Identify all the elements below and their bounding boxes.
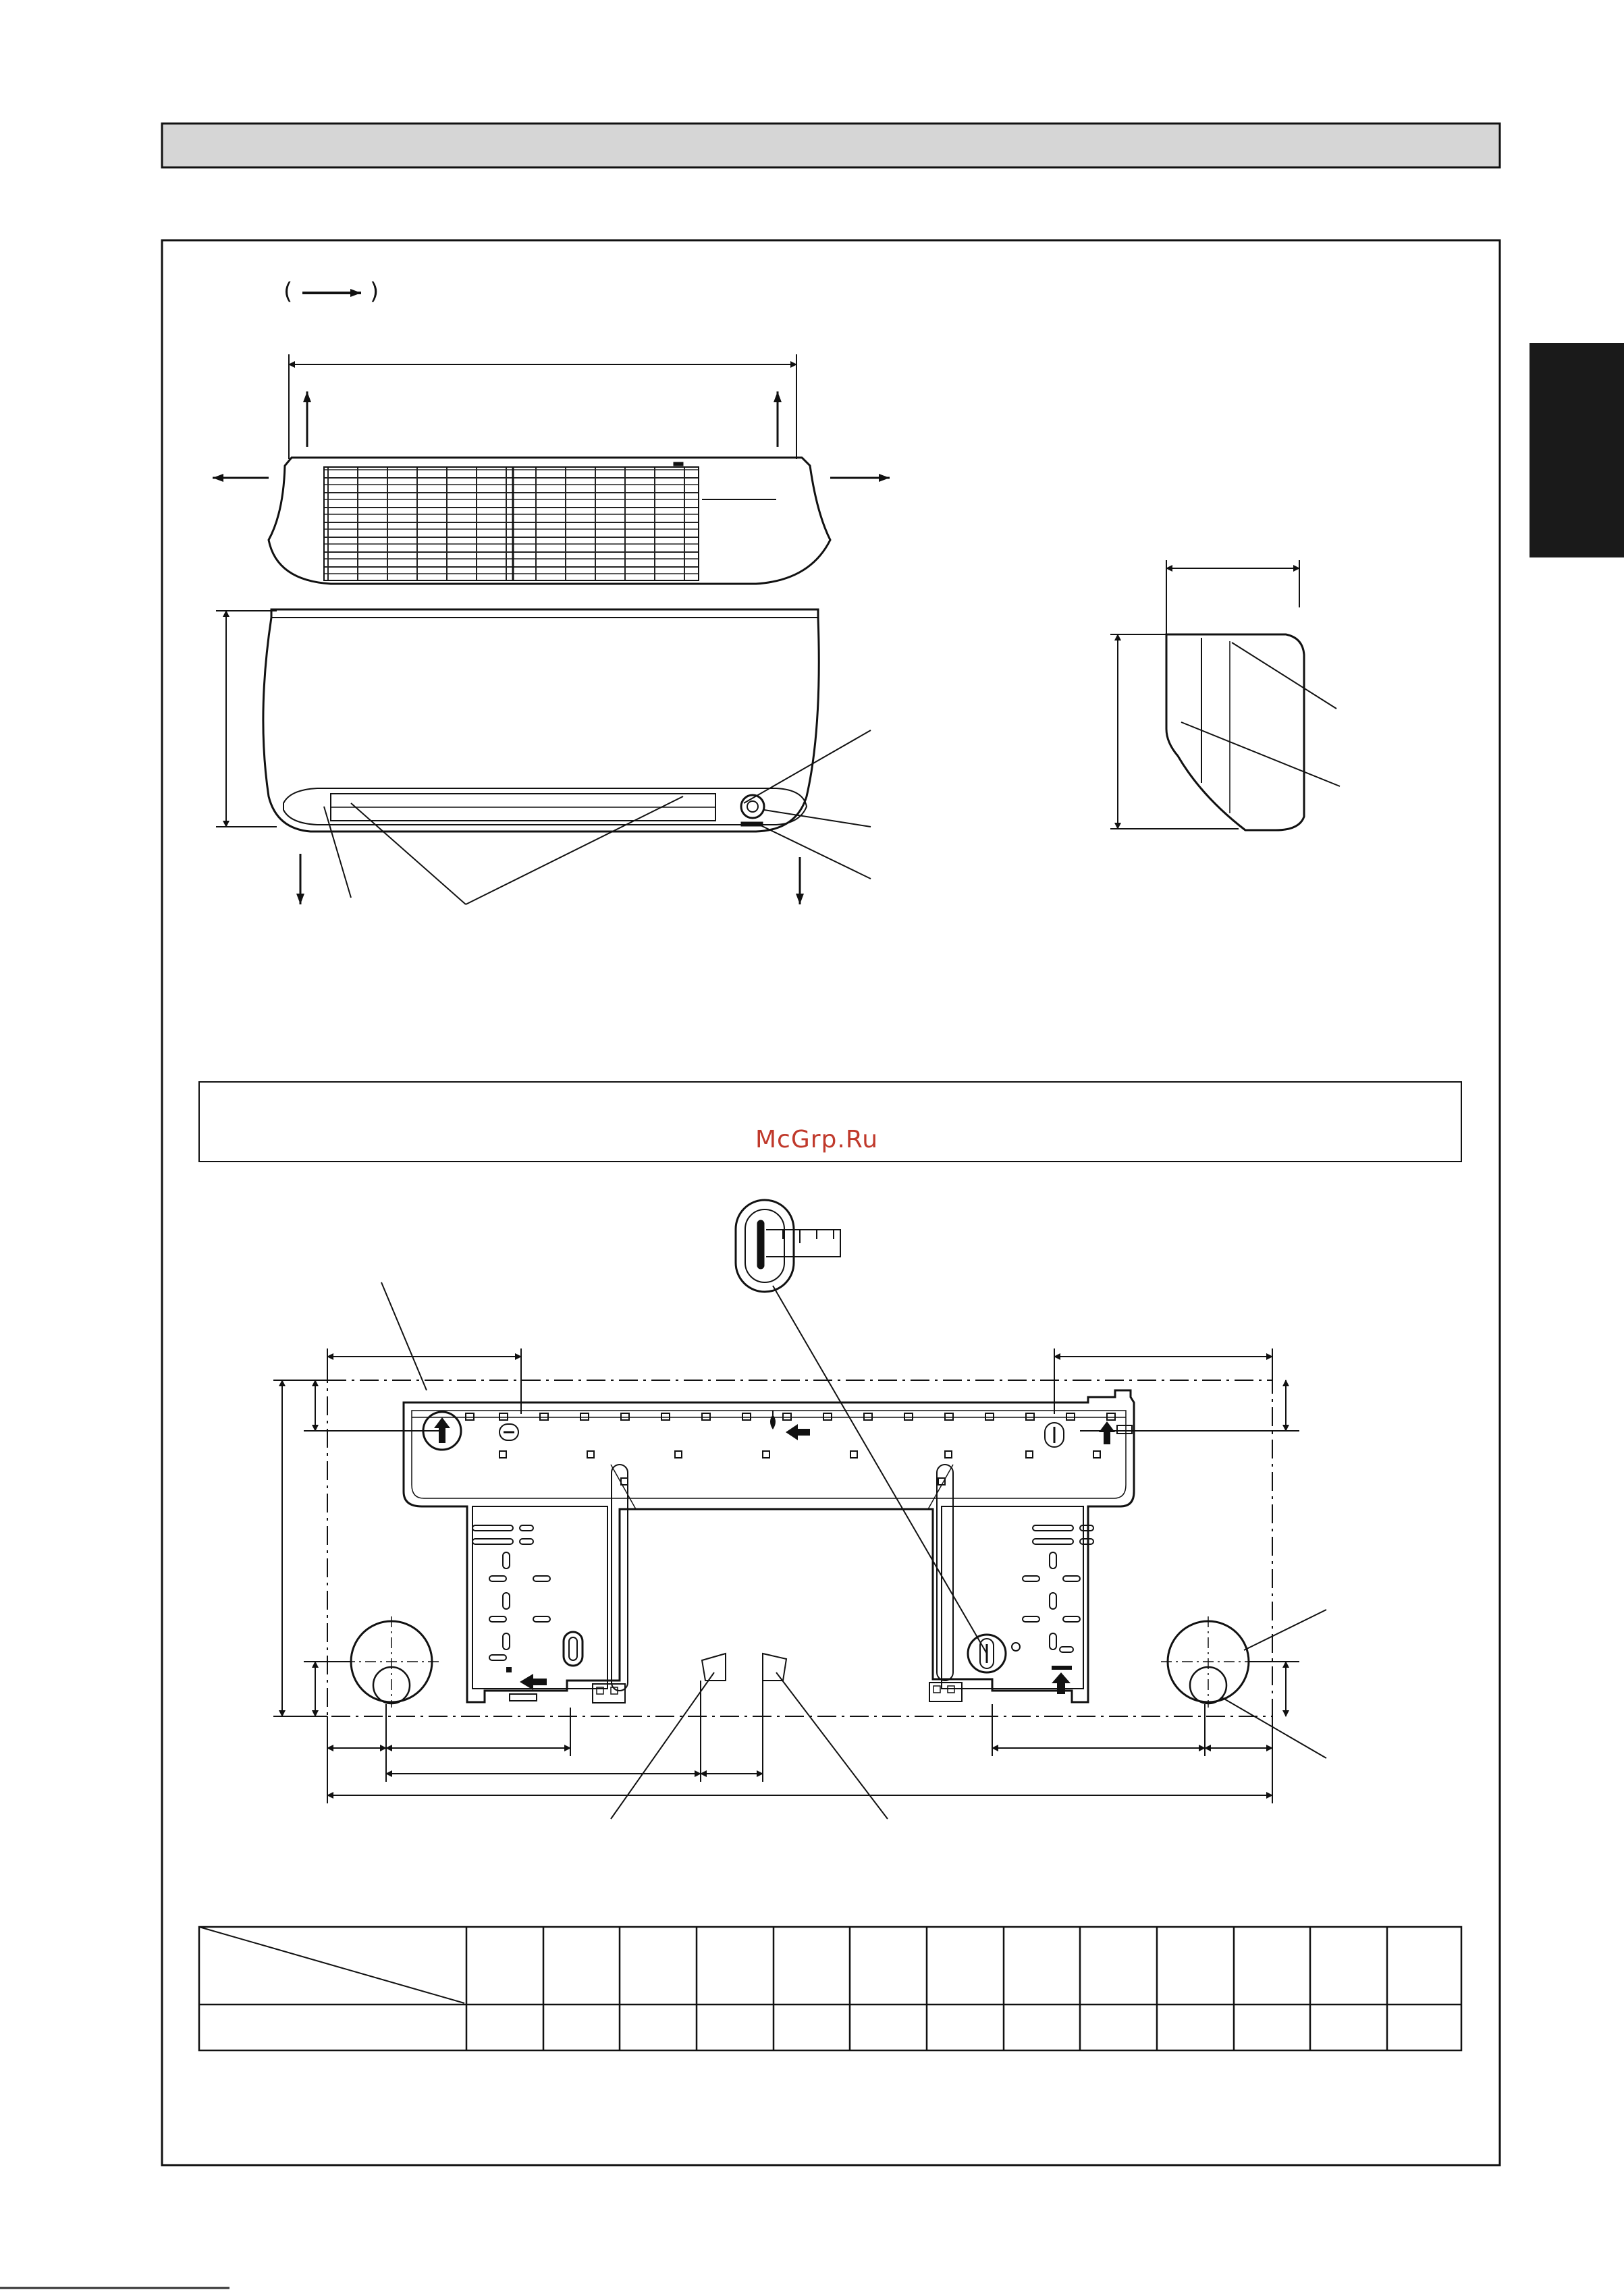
top-view xyxy=(213,354,890,584)
legend-open-paren: ( xyxy=(283,278,293,305)
legend-close-paren: ) xyxy=(370,278,379,305)
wall-plate-drawing xyxy=(273,1200,1326,1819)
section-header-bar xyxy=(162,124,1500,167)
side-tab xyxy=(1530,343,1624,557)
watermark: McGrp.Ru xyxy=(755,1126,879,1153)
front-view xyxy=(216,609,871,904)
side-view xyxy=(1110,560,1340,830)
spec-table xyxy=(199,1927,1461,2050)
